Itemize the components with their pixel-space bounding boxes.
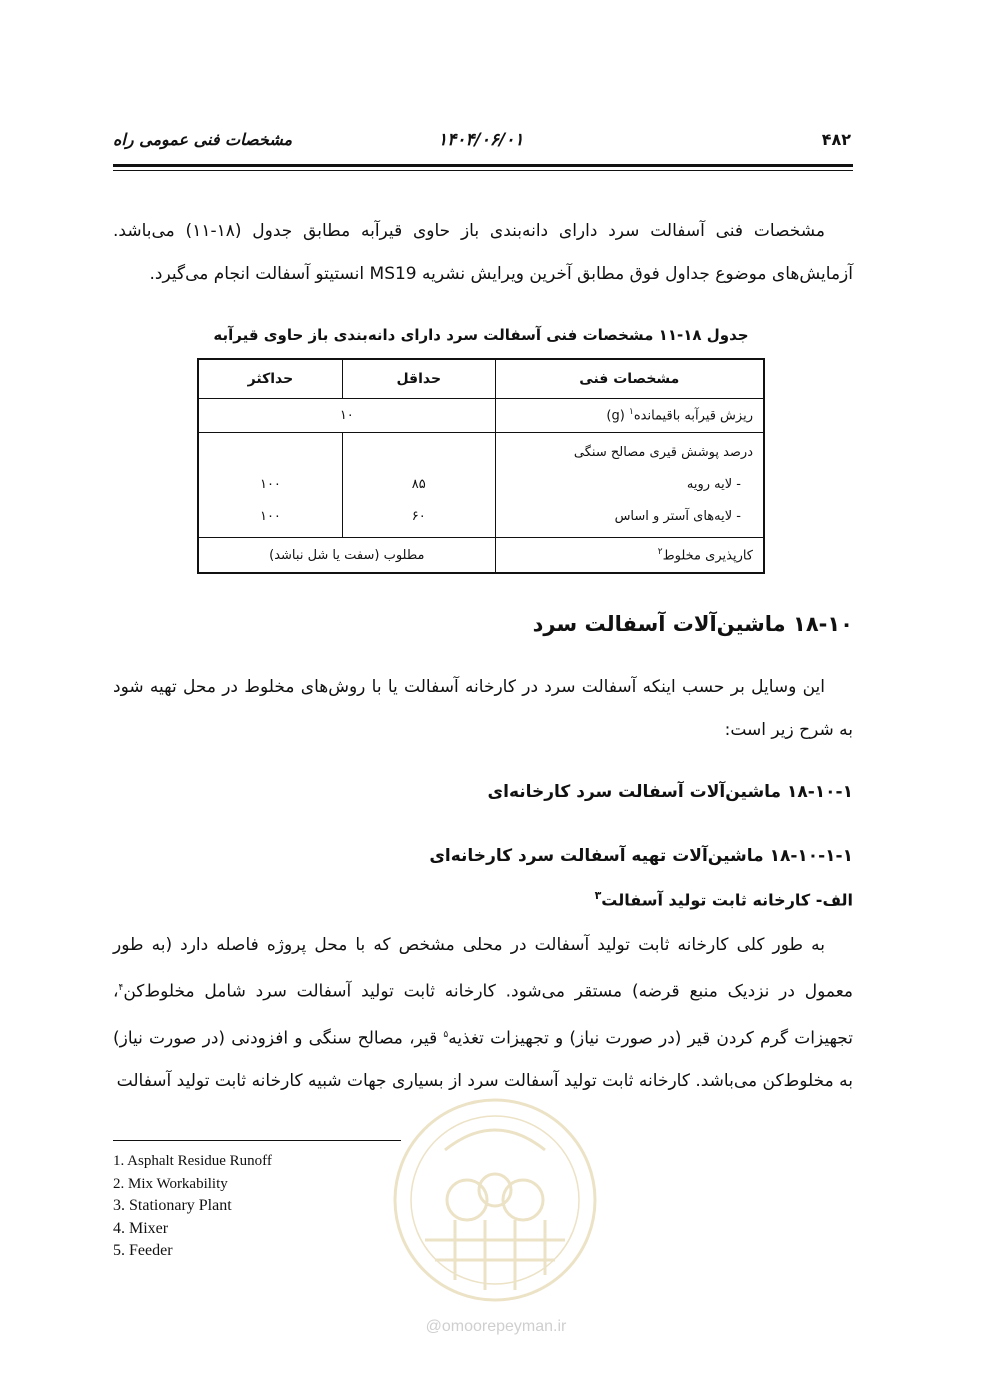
header-min: حداقل: [342, 359, 495, 399]
item-heading: الف- کارخانه ثابت تولید آسفالت$^۳$: [594, 889, 853, 910]
header-date: ۱۴۰۴/۰۶/۰۱: [438, 130, 524, 150]
row-value: ۱۰: [198, 399, 495, 433]
section-heading: ۱۸-۱۰ ماشین‌آلات آسفالت سرد: [532, 612, 853, 636]
row-label: کارپذیری مخلوط$^۲$: [495, 538, 764, 574]
header-rule-thick: [113, 164, 853, 167]
body-paragraph: به طور کلی کارخانه ثابت تولید آسفالت در محلی مشخص که با محل پروژه فاصله دارد (به طور معمول در نزدیک منبع قرضه) مستقر می‌شود. کارخانه ثابت تولید آسفالت سرد شامل مخلوط‌کن$^۴$، تجهیزات گرم کردن قیر (در صورت نیاز) و تجهیزات تغذیه$^۵$ قیر، مصالح سنگی و افزودنی (در صورت نیاز) به مخلوط‌کن می‌باشد. کارخانه ثابت تولید آسفالت سرد از بسیاری جهات شبیه کارخانه ثابت تولید آسفالت: [113, 935, 853, 1092]
spec-table: [197, 358, 765, 574]
watermark-logo: [385, 1090, 605, 1310]
table-row: [198, 433, 764, 538]
page-header: [113, 130, 853, 158]
intro-paragraph: مشخصات فنی آسفالت سرد دارای دانه‌بندی باز حاوی قیرآبه مطابق جدول (۱۸-۱۱) می‌باشد. آزمایش‌های موضوع جداول فوق مطابق آخرین ویرایش نشریه MS19 انستیتو آسفالت انجام می‌گیرد.: [113, 221, 853, 284]
table-header-row: [198, 359, 764, 399]
page-number: ۴۸۲: [821, 130, 851, 149]
footnote-item: 3. Stationary Plant: [113, 1197, 232, 1214]
footnote-item: 1. Asphalt Residue Runoff: [113, 1153, 272, 1169]
header-rule-thin: [113, 170, 853, 171]
header-title: مشخصات فنی عمومی راه: [113, 130, 293, 149]
table-row: [198, 399, 764, 433]
footnote-item: 2. Mix Workability: [113, 1175, 228, 1192]
table-caption: جدول ۱۸-۱۱ مشخصات فنی آسفالت سرد دارای دانه‌بندی باز حاوی قیرآبه: [213, 326, 749, 344]
row-label: درصد پوشش قیری مصالح سنگی - لایه رویه - لایه‌های آستر و اساس: [495, 433, 764, 538]
header-spec: مشخصات فنی: [495, 359, 764, 399]
row-max: ۱۰۰ ۱۰۰: [198, 433, 342, 538]
footnote-item: 5. Feeder: [113, 1242, 173, 1259]
header-max: حداکثر: [198, 359, 342, 399]
watermark-text: @omoorepeyman.ir: [425, 1318, 567, 1335]
section-paragraph: این وسایل بر حسب اینکه آسفالت سرد در کارخانه آسفالت یا با روش‌های مخلوط در محل تهیه شود به شرح زیر است:: [113, 677, 853, 740]
footnote-divider: [113, 1140, 401, 1141]
footnotes: [113, 1150, 272, 1263]
footnote-item: 4. Mixer: [113, 1219, 169, 1237]
subsubsection-heading: ۱۸-۱۰-۱-۱ ماشین‌آلات تهیه آسفالت سرد کارخانه‌ای: [429, 846, 853, 866]
table-row: [198, 538, 764, 574]
row-min: ۸۵ ۶۰: [342, 433, 495, 538]
row-value: مطلوب (سفت یا شل نباشد): [198, 538, 495, 574]
subsection-heading: ۱۸-۱۰-۱ ماشین‌آلات آسفالت سرد کارخانه‌ای: [487, 782, 853, 802]
row-label: ریزش قیرآبه باقیمانده$^۱$ (g): [495, 399, 764, 433]
